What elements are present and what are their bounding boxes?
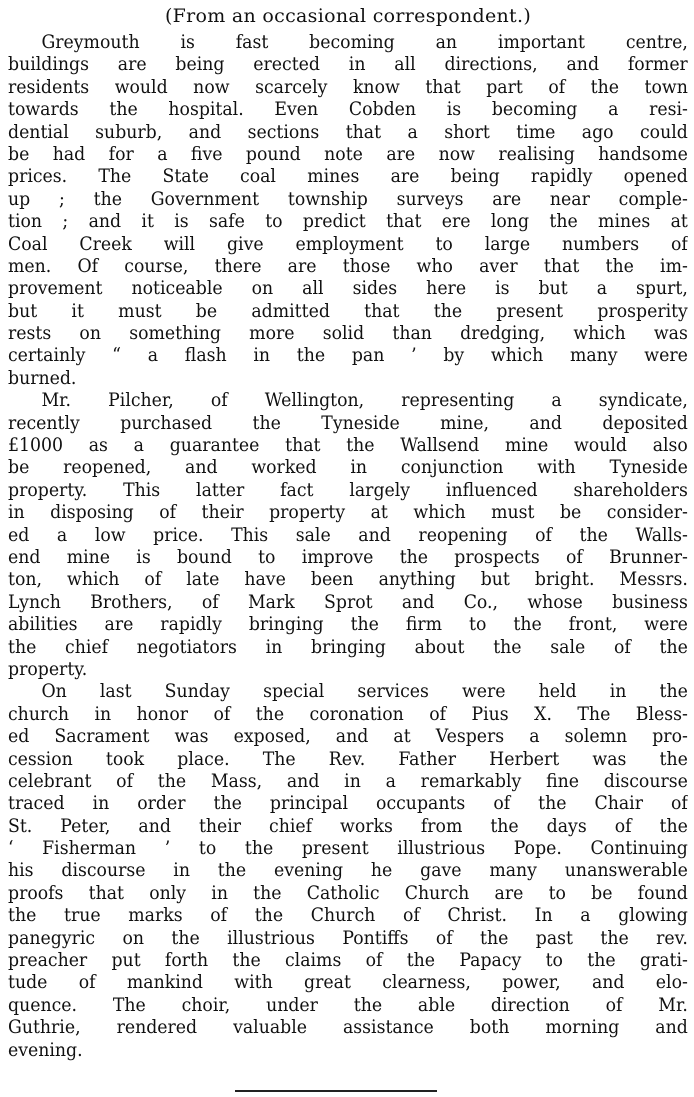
text-line: Greymouth is fast becoming an important centre, bbox=[41, 32, 688, 53]
text-line: panegyric on the illustrious Pontiffs of the past the rev. bbox=[8, 927, 688, 949]
text-line: tude of mankind with great clearness, power, and elo- bbox=[8, 972, 688, 994]
article-paragraph bbox=[8, 32, 688, 390]
text-line: quence. The choir, under the able direction of Mr. bbox=[8, 994, 688, 1016]
text-line: in disposing of their property at which must be consider- bbox=[8, 502, 688, 524]
text-line: end mine is bound to improve the prospects of Brunner- bbox=[8, 546, 688, 568]
byline: (From an occasional correspondent.) bbox=[164, 5, 532, 27]
text-line: recently purchased the Tyneside mine, and deposited bbox=[8, 412, 688, 434]
text-line: property. bbox=[8, 658, 88, 680]
text-line: burned. bbox=[8, 367, 77, 389]
article-paragraph bbox=[8, 390, 688, 681]
text-line: Guthrie, rendered valuable assistance both morning and bbox=[8, 1017, 688, 1039]
text-line: property. This latter fact largely influenced shareholders bbox=[8, 479, 688, 501]
text-line: up ; the Government township surveys are near comple- bbox=[8, 188, 688, 210]
text-line: St. Peter, and their chief works from the days of the bbox=[8, 815, 688, 837]
text-line: church in honor of the coronation of Pius X. The Bless- bbox=[8, 703, 688, 725]
article-paragraph bbox=[8, 681, 688, 1062]
text-line: buildings are being erected in all directions, and former bbox=[8, 54, 688, 76]
text-line: provement noticeable on all sides here is but a spurt, bbox=[8, 278, 688, 300]
newspaper-column bbox=[8, 4, 688, 1062]
text-line: be had for a five pound note are now realising handsome bbox=[8, 143, 688, 165]
text-line: residents would now scarcely know that part of the town bbox=[8, 76, 688, 98]
text-line: abilities are rapidly bringing the firm to the front, were bbox=[8, 614, 688, 636]
text-line: prices. The State coal mines are being rapidly opened bbox=[8, 166, 688, 188]
text-line: Lynch Brothers, of Mark Sprot and Co., whose business bbox=[8, 591, 688, 613]
text-line: be reopened, and worked in conjunction with Tyneside bbox=[8, 457, 688, 479]
text-line: towards the hospital. Even Cobden is becoming a resi- bbox=[8, 99, 688, 121]
text-line: tion ; and it is safe to predict that ere long the mines at bbox=[8, 211, 688, 233]
text-line: preacher put forth the claims of the Papacy to the grati- bbox=[8, 950, 688, 972]
article-body bbox=[8, 32, 688, 1062]
text-line: but it must be admitted that the present prosperity bbox=[8, 300, 688, 322]
text-line: the chief negotiators in bringing about the sale of the bbox=[8, 636, 688, 658]
text-line: ‘ Fisherman ’ to the present illustrious Pope. Continuing bbox=[8, 838, 688, 860]
text-line: Coal Creek will give employment to large numbers of bbox=[8, 233, 688, 255]
text-line: On last Sunday special services were held in the bbox=[41, 681, 688, 703]
text-line: ton, which of late have been anything but bright. Messrs. bbox=[8, 569, 688, 591]
text-line: £1000 as a guarantee that the Wallsend mine would also bbox=[8, 435, 688, 457]
text-line: ed a low price. This sale and reopening of the Walls- bbox=[8, 524, 688, 546]
text-line: evening. bbox=[8, 1039, 83, 1061]
text-line: certainly “ a flash in the pan ’ by which many were bbox=[8, 345, 688, 367]
text-line: his discourse in the evening he gave many unanswerable bbox=[8, 860, 688, 882]
text-line: cession took place. The Rev. Father Herbert was the bbox=[8, 748, 688, 770]
text-line: men. Of course, there are those who aver that the im- bbox=[8, 255, 688, 277]
text-line: proofs that only in the Catholic Church are to be found bbox=[8, 882, 688, 904]
text-line: ed Sacrament was exposed, and at Vespers a solemn pro- bbox=[8, 726, 688, 748]
text-line: celebrant of the Mass, and in a remarkably fine discourse bbox=[8, 770, 688, 792]
text-line: Mr. Pilcher, of Wellington, representing a syndicate, bbox=[41, 390, 688, 412]
text-line: traced in order the principal occupants of the Chair of bbox=[8, 793, 688, 815]
text-line: dential suburb, and sections that a short time ago could bbox=[8, 121, 688, 143]
text-line: rests on something more solid than dredging, which was bbox=[8, 323, 688, 345]
text-line: the true marks of the Church of Christ. In a glowing bbox=[8, 905, 688, 927]
column-end-rule bbox=[235, 1090, 437, 1092]
